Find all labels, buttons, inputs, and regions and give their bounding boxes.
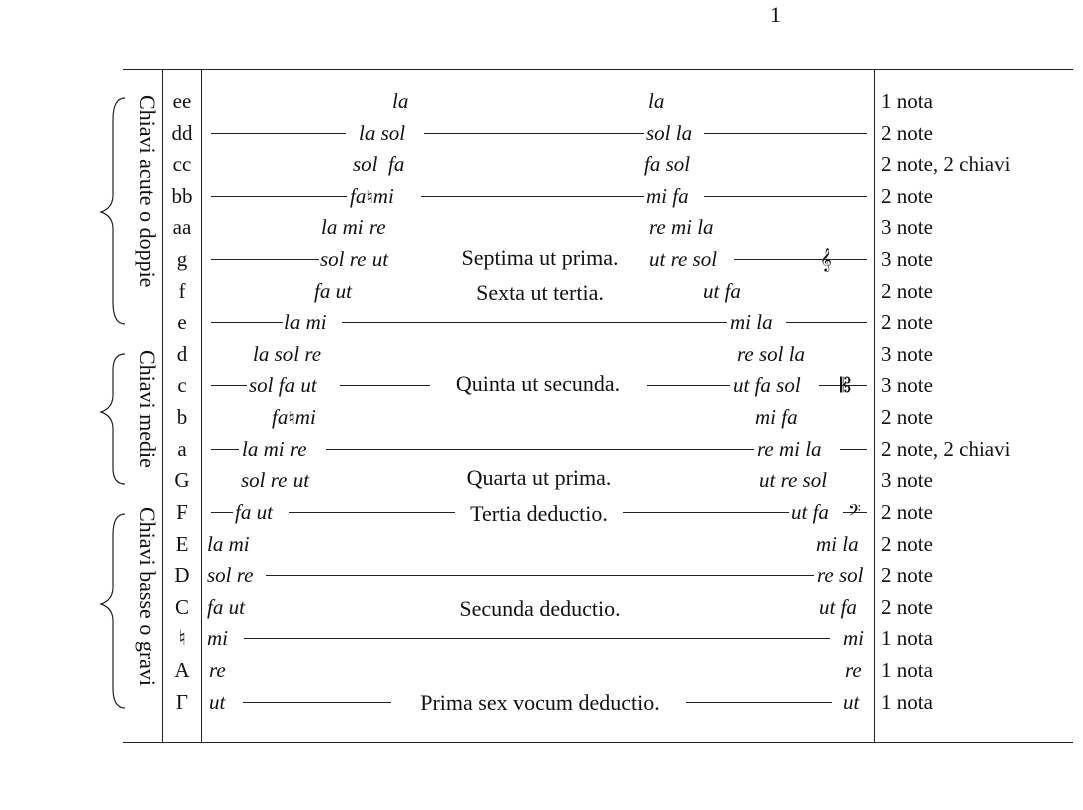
brace-acute <box>101 98 125 324</box>
staff-line-bb-mid <box>421 196 644 197</box>
count-row-3: 2 note, 2 chiavi <box>881 152 1011 176</box>
count-row-4: 2 note <box>881 184 933 208</box>
count-row-13: 3 note <box>881 468 933 492</box>
left-syllable-a: la mi re <box>242 437 307 461</box>
left-syllable-bb-mi: mi <box>372 184 394 208</box>
letter-D: D <box>174 563 190 587</box>
right-syllable-aa: re mi la <box>649 215 714 239</box>
count-column-rule <box>874 69 875 742</box>
count-row-20: 1 nota <box>881 690 933 714</box>
letter-a: a <box>177 437 187 461</box>
left-syllable-E: la mi <box>207 532 250 556</box>
count-row-9: 3 note <box>881 342 933 366</box>
deduction-secunda: Secunda deductio. <box>459 596 621 621</box>
brace-medie <box>101 354 125 484</box>
letter-c: c <box>177 373 187 397</box>
left-syllable-b-mi: mi <box>294 405 316 429</box>
left-syllable-cc: sol fa <box>353 152 405 176</box>
left-syllable-b <box>272 405 316 431</box>
right-syllable-e: mi la <box>730 310 773 334</box>
staff-line-e-mid <box>342 322 727 323</box>
letter-d: d <box>176 342 188 366</box>
deduction-septima: Septima ut prima. <box>461 245 619 270</box>
letter-A: A <box>174 658 190 682</box>
staff-line-a-mid <box>326 449 754 450</box>
staff-line-gamma-right <box>686 702 832 703</box>
count-row-11: 2 note <box>881 405 933 429</box>
right-syllable-g: ut re sol <box>649 247 718 271</box>
right-syllable-ee: la <box>648 89 665 113</box>
group-label-basse: Chiavi basse o gravi <box>135 507 160 687</box>
letter-dd: dd <box>171 121 193 145</box>
left-syllable-aa: la mi re <box>321 215 386 239</box>
left-syllable-A: re <box>209 658 226 682</box>
count-row-1: 1 nota <box>881 89 933 113</box>
right-syllable-b: mi fa <box>755 405 798 429</box>
staff-line-c-mid1 <box>340 385 430 386</box>
letter-column-left-rule <box>162 69 163 742</box>
staff-line-g-left <box>211 259 319 260</box>
staff-line-c-left <box>211 385 247 386</box>
staff-line-a-right <box>840 449 867 450</box>
left-syllable-ee: la <box>392 89 409 113</box>
letter-natural-b: ♮ <box>178 626 186 650</box>
count-row-15: 2 note <box>881 532 933 556</box>
left-syllable-dd: la sol <box>359 121 406 145</box>
staff-line-natural-b <box>244 638 830 639</box>
count-row-8: 2 note <box>881 310 933 334</box>
letter-f: f <box>178 279 186 303</box>
letter-ee: ee <box>172 89 192 113</box>
count-row-19: 1 nota <box>881 658 933 682</box>
letter-column-right-rule <box>201 69 202 742</box>
group-braces <box>95 90 135 720</box>
letter-aa: aa <box>172 215 192 239</box>
deduction-tertia: Tertia deductio. <box>470 501 608 526</box>
left-syllable-bb <box>350 184 394 210</box>
count-row-7: 2 note <box>881 279 933 303</box>
left-syllable-bb-fa: fa <box>350 184 367 208</box>
right-syllable-A: re <box>845 658 862 682</box>
left-syllable-D: sol re <box>207 563 254 587</box>
left-syllable-d: la sol re <box>253 342 322 366</box>
treble-clef-icon: 𝄞 <box>820 247 832 271</box>
table-bottom-rule <box>123 742 1073 743</box>
right-syllable-C: ut fa <box>819 595 857 619</box>
count-row-2: 2 note <box>881 121 933 145</box>
deduction-sexta: Sexta ut tertia. <box>476 280 604 305</box>
left-syllable-b-fa: fa <box>272 405 289 429</box>
right-syllable-gamma: ut <box>843 690 860 714</box>
group-label-acute: Chiavi acute o doppie <box>135 95 160 288</box>
left-syllable-f: fa ut <box>314 279 352 303</box>
count-row-14: 2 note <box>881 500 933 524</box>
staff-line-bb-left <box>211 196 347 197</box>
table-top-rule <box>123 69 1073 70</box>
count-row-5: 3 note <box>881 215 933 239</box>
letter-C: C <box>174 595 189 619</box>
staff-line-F-mid2 <box>623 512 789 513</box>
letter-e: e <box>177 310 187 334</box>
deduction-quinta: Quinta ut secunda. <box>455 371 621 396</box>
right-syllable-D: re sol <box>817 563 864 587</box>
c-clef-icon: 𝄡 <box>840 373 852 397</box>
staff-line-F-left <box>211 512 233 513</box>
deduction-quarta: Quarta ut prima. <box>466 465 612 490</box>
brace-basse <box>101 514 125 708</box>
right-syllable-natural-b: mi <box>843 626 864 650</box>
letter-cc: cc <box>172 152 192 176</box>
count-row-12: 2 note, 2 chiavi <box>881 437 1011 461</box>
letter-E: E <box>175 532 189 556</box>
count-row-6: 3 note <box>881 247 933 271</box>
left-syllable-natural-b: mi <box>207 626 228 650</box>
left-syllable-G: sol re ut <box>241 468 310 492</box>
left-syllable-C: fa ut <box>207 595 245 619</box>
f-clef-icon: 𝄢 <box>848 500 861 524</box>
letter-F: F <box>176 500 188 524</box>
right-syllable-dd: sol la <box>646 121 693 145</box>
letter-gamma: Γ <box>175 690 189 714</box>
staff-line-D <box>266 575 814 576</box>
staff-line-dd-mid <box>424 133 644 134</box>
right-syllable-f: ut fa <box>703 279 741 303</box>
count-row-10: 3 note <box>881 373 933 397</box>
left-syllable-gamma: ut <box>209 690 226 714</box>
staff-line-dd-left <box>211 133 346 134</box>
staff-line-gamma-left <box>243 702 391 703</box>
group-label-medie: Chiavi medie <box>135 350 160 468</box>
natural-sign-bb: ♮ <box>366 187 373 208</box>
staff-line-a-left <box>211 449 239 450</box>
left-syllable-c: sol fa ut <box>249 373 317 397</box>
staff-line-bb-right <box>704 196 867 197</box>
staff-line-c-mid2 <box>647 385 730 386</box>
right-syllable-F: ut fa <box>791 500 829 524</box>
count-row-18: 1 nota <box>881 626 933 650</box>
right-syllable-d: re sol la <box>737 342 806 366</box>
left-syllable-F: fa ut <box>235 500 273 524</box>
count-row-17: 2 note <box>881 595 933 619</box>
letter-G: G <box>174 468 190 492</box>
staff-line-e-right <box>786 322 867 323</box>
letter-bb: bb <box>171 184 193 208</box>
right-syllable-bb: mi fa <box>646 184 689 208</box>
letter-b: b <box>176 405 188 429</box>
deduction-prima: Prima sex vocum deductio. <box>420 690 660 715</box>
left-syllable-e: la mi <box>284 310 327 334</box>
right-syllable-E: mi la <box>816 532 859 556</box>
right-syllable-a: re mi la <box>757 437 822 461</box>
letter-g: g <box>176 247 188 271</box>
staff-line-e-left <box>211 322 283 323</box>
natural-sign-b: ♮ <box>288 408 295 429</box>
staff-line-F-mid1 <box>289 512 455 513</box>
left-syllable-g: sol re ut <box>320 247 389 271</box>
staff-line-g-right <box>734 259 867 260</box>
page-number: 1 <box>770 2 781 27</box>
right-syllable-c: ut fa sol <box>733 373 801 397</box>
staff-line-dd-right <box>704 133 867 134</box>
right-syllable-G: ut re sol <box>759 468 828 492</box>
right-syllable-cc: fa sol <box>644 152 691 176</box>
count-row-16: 2 note <box>881 563 933 587</box>
